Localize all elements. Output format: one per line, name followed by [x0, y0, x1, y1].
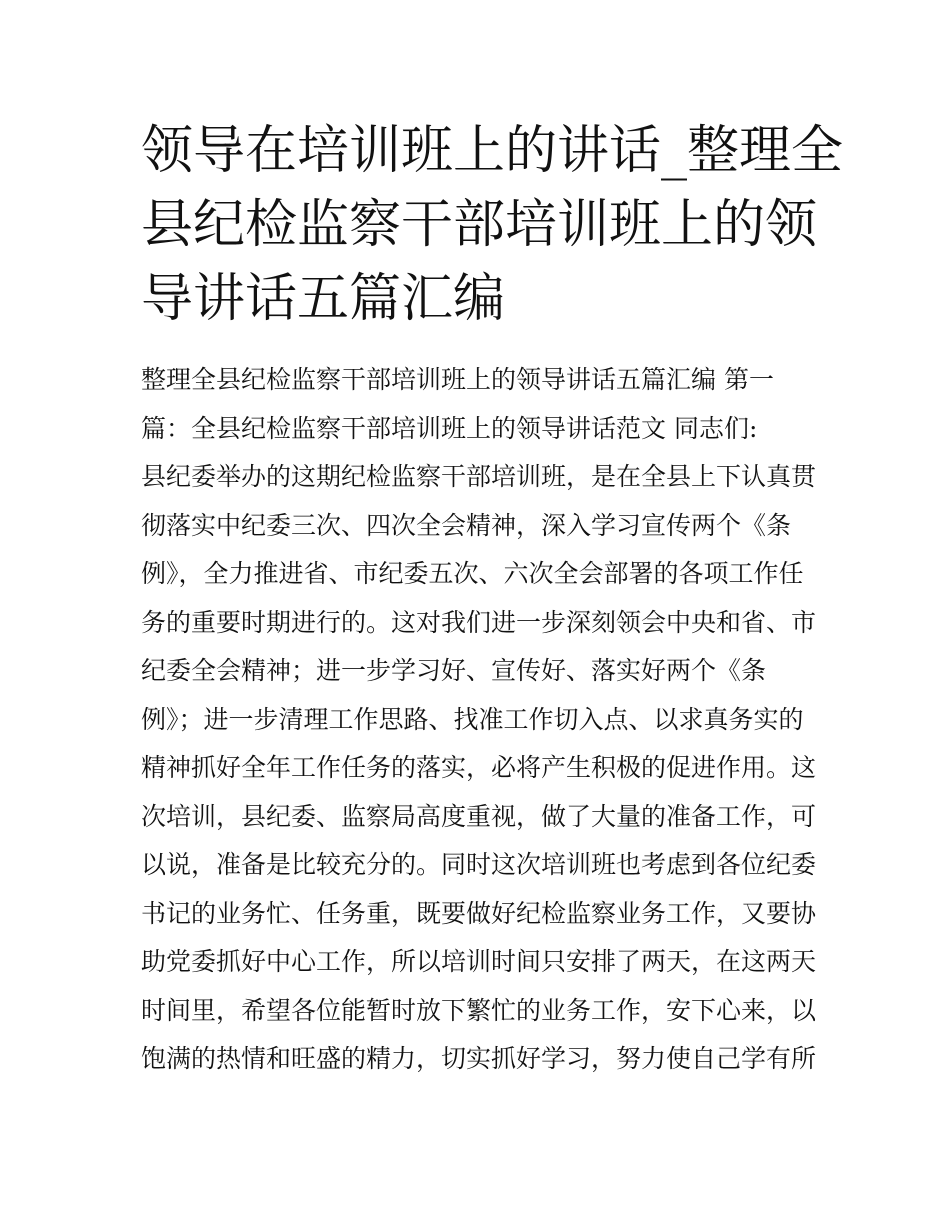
body-line: 书记的业务忙、任务重，既要做好纪检监察业务工作，又要协 [141, 898, 817, 928]
body-line: 篇：全县纪检监察干部培训班上的领导讲话范文 同志们: [141, 413, 758, 443]
body-line: 纪委全会精神；进一步学习好、宣传好、落实好两个《条 [141, 656, 767, 685]
body-line: 务的重要时期进行的。这对我们进一步深刻领会中央和省、市 [141, 607, 817, 637]
body-line: 以说，准备是比较充分的。同时这次培训班也考虑到各位纪委 [141, 850, 817, 879]
body-line: 助党委抓好中心工作，所以培训时间只安排了两天，在这两天 [141, 947, 817, 976]
title-line: 领导在培训班上的讲话_整理全 [141, 121, 844, 181]
body-line: 例》；进一步清理工作思路、找准工作切入点、以求真务实的 [141, 704, 804, 734]
title-line: 县纪检监察干部培训班上的领 [141, 195, 818, 255]
body-line: 时间里，希望各位能暂时放下繁忙的业务工作，安下心来，以 [141, 995, 817, 1025]
body-line: 县纪委举办的这期纪检监察干部培训班，是在全县上下认真贯 [141, 462, 817, 491]
body-line: 例》，全力推进省、市纪委五次、六次全会部署的各项工作任 [141, 559, 804, 588]
document-body [141, 356, 821, 1084]
body-line: 饱满的热情和旺盛的精力，切实抓好学习，努力使自己学有所 [141, 1044, 817, 1073]
body-line: 次培训，县纪委、监察局高度重视，做了大量的准备工作，可 [141, 801, 817, 831]
body-line: 彻落实中纪委三次、四次全会精神，深入学习宣传两个《条 [141, 510, 792, 540]
body-line: 整理全县纪检监察干部培训班上的领导讲话五篇汇编 第一 [141, 365, 774, 394]
document-title [141, 114, 844, 336]
title-line: 导讲话五篇汇编 [141, 269, 506, 329]
body-line: 精神抓好全年工作任务的落实，必将产生积极的促进作用。这 [141, 753, 817, 782]
